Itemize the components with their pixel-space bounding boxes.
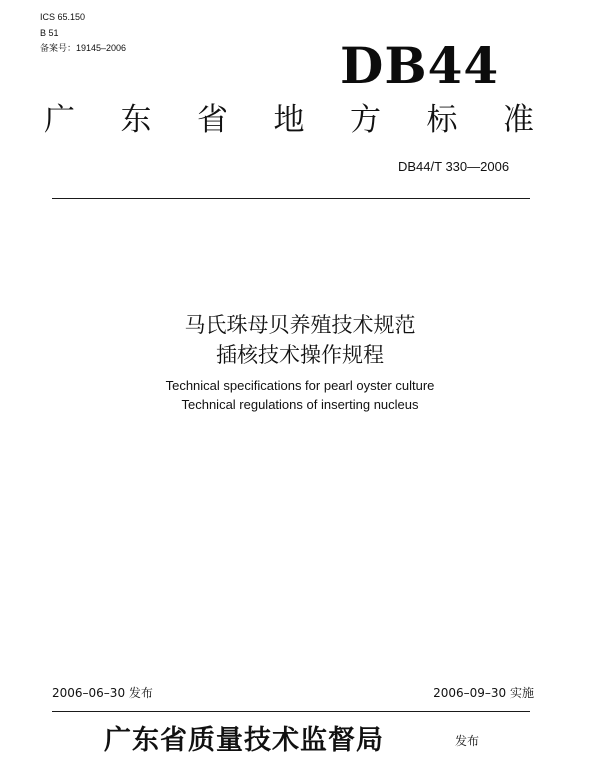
filing-number: 备案号：19145–2006 <box>40 43 127 53</box>
standard-logo: DB44 <box>340 36 500 95</box>
issued-label: 发布 <box>455 734 480 748</box>
title-cn-main: 马氏珠母贝养殖技术规范 <box>184 313 416 337</box>
standard-type-char: 东 <box>120 102 152 138</box>
standard-type-heading <box>44 100 534 140</box>
title-cn-sub: 插核技术操作规程 <box>216 343 384 367</box>
implementation-date: 2006–09–30 实施 <box>433 686 534 700</box>
standard-number: DB44/T 330—2006 <box>398 159 510 174</box>
standard-type-char: 广 <box>44 102 75 138</box>
top-divider <box>52 198 530 199</box>
ccs-code: B 51 <box>40 28 59 38</box>
issuing-authority: 广东省质量技术监督局 <box>104 725 384 756</box>
title-en-main: Technical specifications for pearl oyster culture <box>165 378 435 393</box>
issue-date: 2006–06–30 发布 <box>52 686 153 700</box>
standard-type-char: 方 <box>350 102 381 138</box>
standard-type-char: 地 <box>273 102 305 138</box>
title-en-sub: Technical regulations of inserting nucleus <box>181 397 419 412</box>
standard-type-char: 标 <box>426 102 458 138</box>
standard-type-char: 省 <box>197 102 228 138</box>
bottom-divider <box>52 711 530 712</box>
standard-type-char: 准 <box>503 102 534 138</box>
ics-code: ICS 65.150 <box>40 12 86 22</box>
